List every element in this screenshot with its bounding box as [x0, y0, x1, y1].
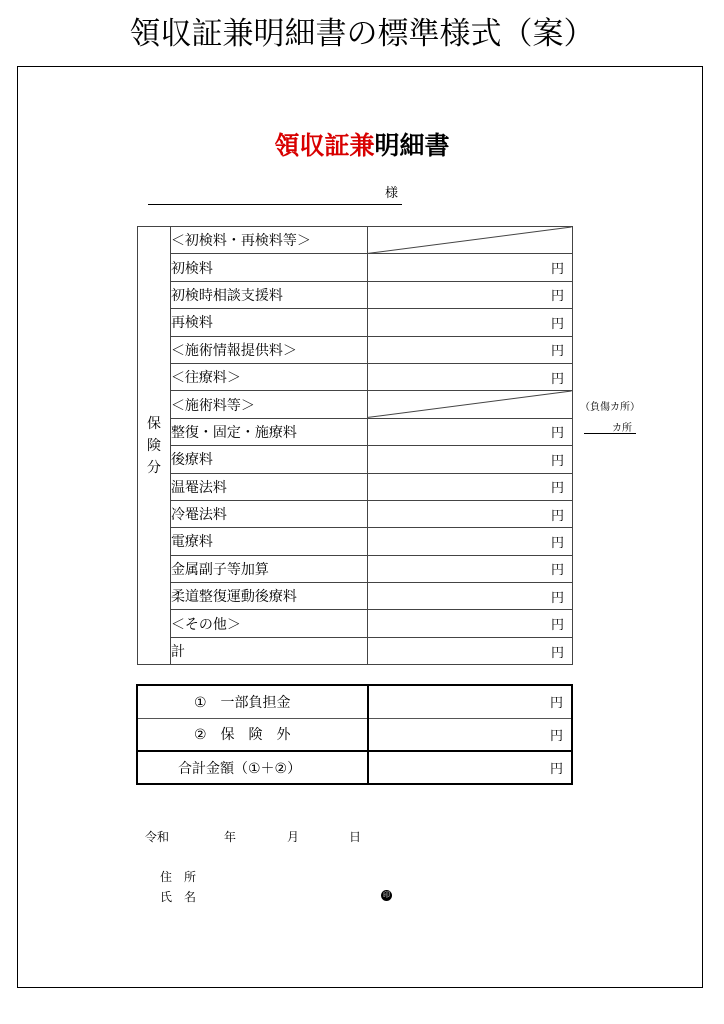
fee-item-label: ＜往療料＞ — [170, 363, 368, 390]
table-row — [138, 637, 573, 664]
table-row — [138, 336, 573, 363]
payment-summary-table — [136, 684, 573, 785]
addressee-suffix: 様 — [385, 186, 399, 201]
fee-item-label: 初検時相談支援料 — [170, 281, 368, 308]
fee-item-amount: 円 — [368, 336, 573, 363]
document-title-black: 明細書 — [374, 131, 450, 160]
table-row — [138, 363, 573, 390]
fee-item-amount: 円 — [368, 637, 573, 664]
table-row — [137, 685, 572, 718]
fee-item-label: 金属副子等加算 — [170, 555, 368, 582]
fee-item-label: 計 — [170, 637, 368, 664]
addressee-name-line — [148, 204, 402, 205]
side-label-char: 保 — [146, 415, 161, 432]
table-row — [138, 500, 573, 527]
fee-item-amount: 円 — [368, 281, 573, 308]
table-row — [138, 446, 573, 473]
fee-item-amount: 円 — [368, 473, 573, 500]
table-row — [138, 555, 573, 582]
table-row — [138, 418, 573, 445]
fee-item-amount: 円 — [368, 254, 573, 281]
footer-month: 月 — [287, 830, 300, 844]
uninsured-label: ② 保 険 外 — [137, 718, 368, 751]
page-heading: 領収証兼明細書の標準様式（案） — [129, 16, 595, 52]
fee-item-amount: 円 — [368, 555, 573, 582]
side-label-char: 分 — [146, 459, 161, 476]
total-amount: 円 — [549, 762, 563, 777]
fee-item-label: ＜施術情報提供料＞ — [170, 336, 368, 363]
table-row — [138, 473, 573, 500]
fee-item-amount: 円 — [368, 583, 573, 610]
fee-item-amount: 円 — [368, 446, 573, 473]
table-row — [137, 718, 572, 751]
fee-item-label: ＜施術料等＞ — [170, 391, 368, 418]
fee-item-label: ＜その他＞ — [170, 610, 368, 637]
table-row — [138, 309, 573, 336]
fee-item-label: 後療料 — [170, 446, 368, 473]
table-row — [138, 281, 573, 308]
fee-item-amount: 円 — [368, 610, 573, 637]
itemized-fee-table — [137, 226, 573, 665]
table-row — [137, 751, 572, 784]
uninsured-amount: 円 — [368, 718, 572, 751]
table-row — [138, 610, 573, 637]
document-title-red: 領収証兼 — [274, 131, 375, 160]
fee-item-label: 温罨法料 — [170, 473, 368, 500]
fee-item-label: ＜初検料・再検料等＞ — [170, 227, 368, 254]
side-label-char: 険 — [146, 437, 161, 454]
fee-item-label: 柔道整復運動後療料 — [170, 583, 368, 610]
table-row — [138, 227, 573, 254]
fee-item-amount: 円 — [368, 528, 573, 555]
injury-count-line — [584, 433, 636, 434]
diagonal-slash-cell — [368, 227, 573, 254]
injury-count-suffix: カ所 — [612, 423, 632, 434]
footer-era: 令和 — [145, 830, 170, 844]
fee-item-amount: 円 — [368, 500, 573, 527]
total-label: 合計金額（①＋②） — [137, 751, 368, 784]
diagonal-slash — [368, 227, 572, 253]
fee-item-label: 整復・固定・施療料 — [170, 418, 368, 445]
copayment-amount: 円 — [368, 685, 572, 718]
footer-day: 日 — [349, 830, 362, 844]
fee-item-label: 電療料 — [170, 528, 368, 555]
fee-item-label: 冷罨法料 — [170, 500, 368, 527]
footer-year: 年 — [224, 830, 237, 844]
table-row — [138, 583, 573, 610]
insured-section-label — [138, 227, 171, 665]
seal-mark: 印 — [383, 891, 390, 899]
document-title — [0, 128, 724, 164]
copayment-label: ① 一部負担金 — [137, 685, 368, 718]
diagonal-slash — [368, 391, 572, 417]
table-row — [138, 528, 573, 555]
name-label: 氏 名 — [160, 890, 197, 904]
injury-count-header: （負傷カ所） — [580, 402, 640, 413]
table-row — [138, 254, 573, 281]
fee-item-label: 再検料 — [170, 309, 368, 336]
fee-item-amount: 円 — [368, 363, 573, 390]
fee-item-amount: 円 — [368, 418, 573, 445]
diagonal-slash-cell — [368, 391, 573, 418]
address-label: 住 所 — [160, 870, 197, 884]
table-row — [138, 391, 573, 418]
fee-item-amount: 円 — [368, 309, 573, 336]
fee-item-label: 初検料 — [170, 254, 368, 281]
